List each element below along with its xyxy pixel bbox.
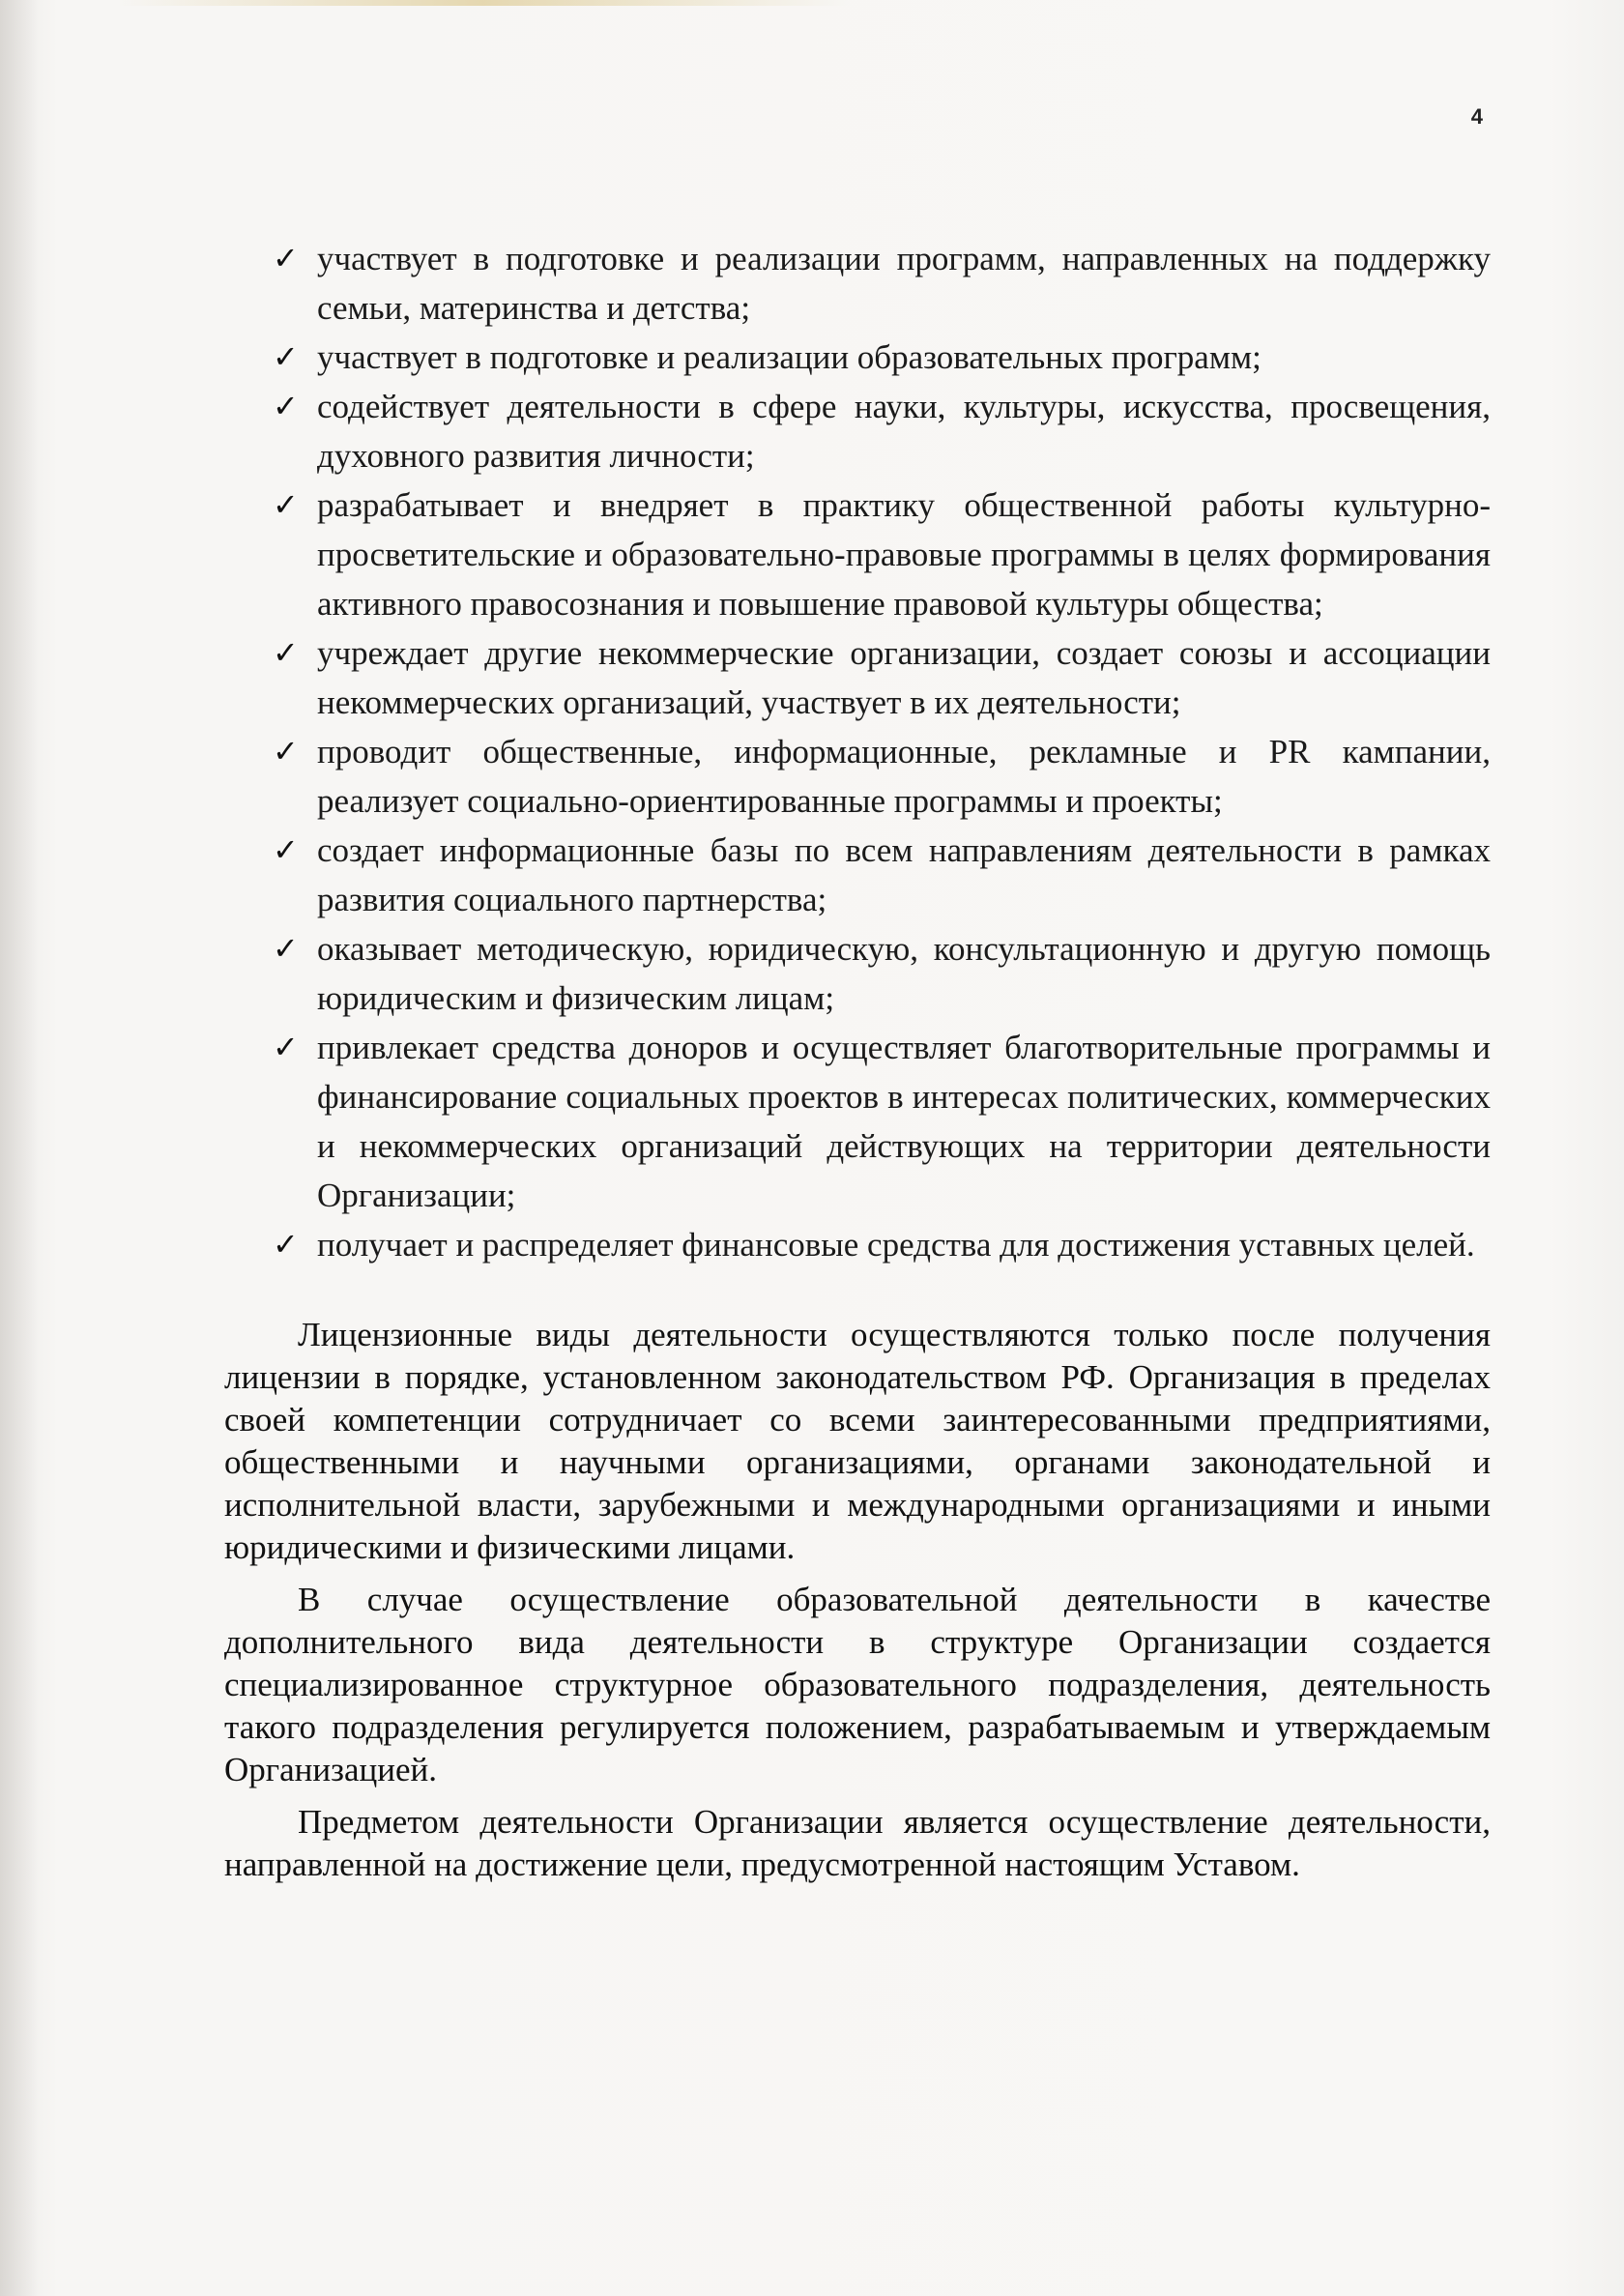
list-item [224, 1220, 1491, 1269]
list-item [224, 628, 1491, 727]
list-item-text: участвует в подготовке и реализации программ, направленных на поддержку семьи, материнства и детства; [317, 240, 1491, 327]
checkmark-icon: ✓ [273, 240, 299, 276]
list-item [224, 480, 1491, 628]
paragraph-licensing: Лицензионные виды деятельности осуществляются только после получения лицензии в порядке, установленном законодательством РФ. Организация в пределах своей компетенции сотрудничает со всеми заинтересованными предприятиями, общественными и научными организациями, органами законодательной и исполнительной власти, зарубежными и международными организациями и иными юридическими и физическими лицами. [224, 1316, 1491, 1566]
list-item-text: содействует деятельности в сфере науки, культуры, искусства, просвещения, духовного развития личности; [317, 388, 1491, 475]
list-item [224, 382, 1491, 480]
checkmark-icon: ✓ [273, 733, 299, 770]
checkmark-icon: ✓ [273, 338, 299, 375]
list-item-text: создает информационные базы по всем направлениям деятельности в рамках развития социального партнерства; [317, 831, 1491, 918]
checkmark-icon: ✓ [273, 1029, 299, 1065]
list-item-text: учреждает другие некоммерческие организации, создает союзы и ассоциации некоммерческих организаций, участвует в их деятельности; [317, 634, 1491, 721]
list-item [224, 727, 1491, 826]
checkmark-icon: ✓ [273, 831, 299, 868]
list-item [224, 826, 1491, 924]
checkmark-icon: ✓ [273, 486, 299, 523]
list-item [224, 234, 1491, 333]
paragraph-education: В случае осуществление образовательной деятельности в качестве дополнительного вида деятельности в структуре Организации создается специализированное структурное образовательного подразделения, деятельность такого подразделения регулируется положением, разрабатываемым и утверждаемым Организацией. [224, 1581, 1491, 1788]
list-item-text: оказывает методическую, юридическую, консультационную и другую помощь юридическим и физическим лицам; [317, 930, 1491, 1017]
checkmark-icon: ✓ [273, 388, 299, 424]
page-number: 4 [1470, 104, 1483, 129]
checkmark-icon: ✓ [273, 1226, 299, 1263]
list-item [224, 333, 1491, 382]
list-item-text: получает и распределяет финансовые средства для достижения уставных целей. [317, 1226, 1475, 1264]
list-item [224, 1023, 1491, 1220]
paragraph-subject: Предметом деятельности Организации является осуществление деятельности, направленной на достижение цели, предусмотренной настоящим Уставом. [224, 1803, 1491, 1883]
checkmark-icon: ✓ [273, 634, 299, 671]
scan-left-shadow [0, 0, 39, 2296]
list-item-text: разрабатывает и внедряет в практику общественной работы культурно-просветительские и образовательно-правовые программы в целях формирования активного правосознания и повышение правовой культуры общества; [317, 486, 1491, 623]
document-body [224, 234, 1491, 1886]
activities-list [224, 234, 1491, 1269]
scan-edge-stripe [116, 0, 851, 6]
list-item-text: проводит общественные, информационные, рекламные и PR кампании, реализует социально-ориентированные программы и проекты; [317, 733, 1491, 820]
list-item [224, 924, 1491, 1023]
checkmark-icon: ✓ [273, 930, 299, 967]
list-item-text: привлекает средства доноров и осуществляет благотворительные программы и финансирование социальных проектов в интересах политических, коммерческих и некоммерческих организаций действующих на территории деятельности Организации; [317, 1029, 1491, 1214]
list-item-text: участвует в подготовке и реализации образовательных программ; [317, 338, 1262, 376]
